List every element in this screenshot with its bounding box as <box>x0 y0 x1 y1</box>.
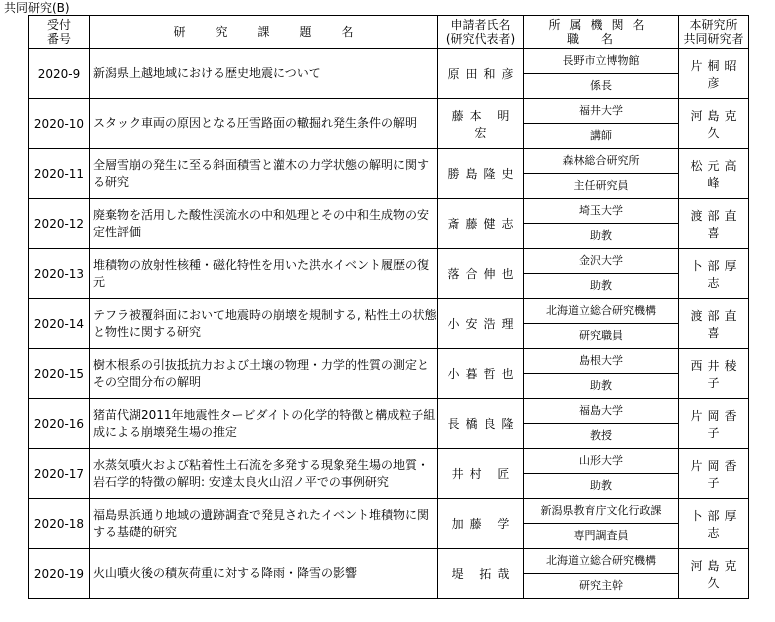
row-title: 樹木根系の引抜抵抗力および土壌の物理・力学的性質の測定とその空間分布の解明 <box>90 349 438 399</box>
row-title: 堆積物の放射性核種・磁化特性を用いた洪水イベント履歴の復元 <box>90 249 438 299</box>
row-position: 教授 <box>590 429 612 442</box>
row-number: 2020-10 <box>29 99 90 149</box>
table-row <box>29 149 749 199</box>
table-row <box>29 49 749 99</box>
row-title: 新潟県上越地域における歴史地震について <box>90 49 438 99</box>
row-title: 火山噴火後の積灰荷重に対する降雨・降雪の影響 <box>90 549 438 599</box>
header-title: 研究課題名 <box>90 16 438 49</box>
row-institution: 北海道立総合研究機構 <box>524 299 678 324</box>
row-co-researcher: 片岡香子 <box>679 399 749 449</box>
table-row <box>29 199 749 249</box>
row-applicant: 落合伸也 <box>438 249 524 299</box>
row-institution: 島根大学 <box>524 349 678 374</box>
header-institution-line2: 職名 <box>566 32 635 46</box>
row-number: 2020-14 <box>29 299 90 349</box>
row-institution: 山形大学 <box>524 449 678 474</box>
table-row <box>29 349 749 399</box>
row-position: 助教 <box>590 279 612 292</box>
row-title: 全層雪崩の発生に至る斜面積雪と灌木の力学状態の解明に関する研究 <box>90 149 438 199</box>
row-institution-cell <box>524 349 679 399</box>
row-number: 2020-17 <box>29 449 90 499</box>
row-institution: 金沢大学 <box>524 249 678 274</box>
row-institution: 福島大学 <box>524 399 678 424</box>
row-institution-cell <box>524 149 679 199</box>
row-position: 研究職員 <box>579 329 623 342</box>
table-row <box>29 299 749 349</box>
row-institution-cell <box>524 249 679 299</box>
row-title: スタック車両の原因となる圧雪路面の轍掘れ発生条件の解明 <box>90 99 438 149</box>
research-table <box>28 15 749 599</box>
row-title: 福島県浜通り地域の遺跡調査で発見されたイベント堆積物に関する基礎的研究 <box>90 499 438 549</box>
table-row <box>29 549 749 599</box>
section-title: 共同研究(B) <box>4 1 70 15</box>
row-institution-cell <box>524 99 679 149</box>
row-applicant: 勝島隆史 <box>438 149 524 199</box>
row-institution: 北海道立総合研究機構 <box>524 549 678 574</box>
row-number: 2020-16 <box>29 399 90 449</box>
row-number: 2020-11 <box>29 149 90 199</box>
row-position: 専門調査員 <box>573 529 629 542</box>
header-co-researcher-line2: 共同研究者 <box>683 32 744 46</box>
row-title: 廃棄物を活用した酸性渓流水の中和処理とその中和生成物の安定性評価 <box>90 199 438 249</box>
row-applicant: 井村 匠 <box>438 449 524 499</box>
row-co-researcher: 卜部厚志 <box>679 499 749 549</box>
header-number-line2: 番号 <box>46 32 71 46</box>
row-institution: 新潟県教育庁文化行政課 <box>524 499 678 524</box>
row-co-researcher: 卜部厚志 <box>679 249 749 299</box>
row-applicant: 小安浩理 <box>438 299 524 349</box>
row-co-researcher: 渡部直喜 <box>679 299 749 349</box>
row-number: 2020-18 <box>29 499 90 549</box>
row-institution: 福井大学 <box>524 99 678 124</box>
header-number <box>29 16 90 49</box>
row-institution: 埼玉大学 <box>524 199 678 224</box>
row-applicant: 藤本 明宏 <box>438 99 524 149</box>
row-co-researcher: 西井稜子 <box>679 349 749 399</box>
row-applicant: 斎藤健志 <box>438 199 524 249</box>
row-institution-cell <box>524 549 679 599</box>
row-position: 助教 <box>590 479 612 492</box>
row-co-researcher: 片桐昭彦 <box>679 49 749 99</box>
row-institution-cell <box>524 199 679 249</box>
row-institution-cell <box>524 299 679 349</box>
row-position: 助教 <box>590 379 612 392</box>
row-institution-cell <box>524 499 679 549</box>
table-row <box>29 449 749 499</box>
row-position: 研究主幹 <box>579 579 623 592</box>
row-position: 講師 <box>590 129 612 142</box>
row-co-researcher: 片岡香子 <box>679 449 749 499</box>
table-row <box>29 249 749 299</box>
row-number: 2020-13 <box>29 249 90 299</box>
row-applicant: 原田和彦 <box>438 49 524 99</box>
table-row <box>29 399 749 449</box>
header-institution-line1: 所属機関名 <box>548 18 654 32</box>
row-co-researcher: 河島克久 <box>679 99 749 149</box>
header-institution <box>524 16 679 49</box>
header-co-researcher-line1: 本研究所 <box>689 18 738 32</box>
row-institution-cell <box>524 399 679 449</box>
header-applicant <box>438 16 524 49</box>
row-number: 2020-9 <box>29 49 90 99</box>
row-co-researcher: 河島克久 <box>679 549 749 599</box>
row-title: 水蒸気噴火および粘着性土石流を多発する現象発生場の地質・岩石学的特徴の解明: 安達太良火山沼ノ平での事例研究 <box>90 449 438 499</box>
row-institution: 長野市立博物館 <box>524 49 678 74</box>
table-row <box>29 99 749 149</box>
row-title: 猪苗代湖2011年地震性タービダイトの化学的特徴と構成粒子組成による崩壊発生場の推定 <box>90 399 438 449</box>
row-applicant: 小暮哲也 <box>438 349 524 399</box>
header-applicant-line2: (研究代表者) <box>445 32 516 46</box>
row-co-researcher: 渡部直喜 <box>679 199 749 249</box>
row-co-researcher: 松元高峰 <box>679 149 749 199</box>
row-position: 係長 <box>590 79 612 92</box>
row-institution-cell <box>524 49 679 99</box>
row-position: 助教 <box>590 229 612 242</box>
header-applicant-line1: 申請者氏名 <box>450 18 511 32</box>
row-institution-cell <box>524 449 679 499</box>
row-title: テフラ被覆斜面において地震時の崩壊を規制する, 粘性土の状態と物性に関する研究 <box>90 299 438 349</box>
header-number-line1: 受付 <box>46 18 71 32</box>
row-number: 2020-12 <box>29 199 90 249</box>
row-position: 主任研究員 <box>573 179 629 192</box>
row-number: 2020-19 <box>29 549 90 599</box>
row-applicant: 堤 拓哉 <box>438 549 524 599</box>
header-row <box>29 16 749 49</box>
row-applicant: 長橋良隆 <box>438 399 524 449</box>
row-applicant: 加藤 学 <box>438 499 524 549</box>
table-row <box>29 499 749 549</box>
header-co-researcher <box>679 16 749 49</box>
row-number: 2020-15 <box>29 349 90 399</box>
row-institution: 森林総合研究所 <box>524 149 678 174</box>
